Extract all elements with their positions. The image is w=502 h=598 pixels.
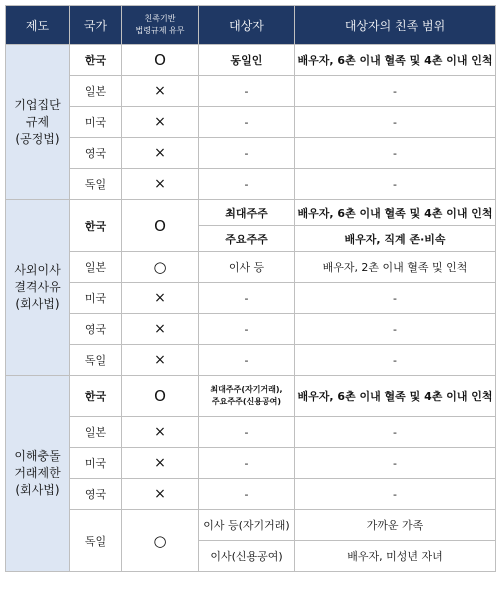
table-row: [6, 479, 496, 510]
rule-mark: ×: [122, 479, 199, 510]
country-cell: 미국: [70, 448, 122, 479]
country-cell: 일본: [70, 76, 122, 107]
target-cell: -: [199, 479, 295, 510]
system-cell-group3: [6, 376, 70, 572]
table-row: [6, 107, 496, 138]
rule-mark: ○: [122, 252, 199, 283]
rule-mark: ×: [122, 283, 199, 314]
country-cell: 독일: [70, 510, 122, 572]
scope-cell: -: [295, 169, 496, 200]
system-label-group1: 기업집단 규제 (공정법): [14, 97, 61, 146]
table-row: [6, 448, 496, 479]
country-cell: 독일: [70, 345, 122, 376]
table-row: [6, 283, 496, 314]
scope-cell: -: [295, 448, 496, 479]
rule-mark: ×: [122, 314, 199, 345]
system-label-group3: 이해충돌 거래제한 (회사법): [14, 449, 61, 497]
scope-cell: -: [295, 76, 496, 107]
rule-mark: O: [122, 45, 199, 76]
system-cell-group1: [6, 45, 70, 200]
scope-cell: 배우자, 미성년 자녀: [295, 541, 496, 572]
scope-cell: 배우자, 6촌 이내 혈족 및 4촌 이내 인척: [295, 376, 496, 417]
country-cell: 미국: [70, 107, 122, 138]
rule-mark: O: [122, 200, 199, 252]
country-cell: 일본: [70, 417, 122, 448]
rule-mark: ×: [122, 169, 199, 200]
country-cell: 영국: [70, 314, 122, 345]
table-row: [6, 76, 496, 107]
header-row: [6, 6, 496, 45]
rule-mark: O: [122, 376, 199, 417]
scope-cell: -: [295, 107, 496, 138]
kinship-regulation-table: [5, 5, 496, 572]
header-kinship-rule-text: 친족기반 법령규제 유무: [135, 14, 185, 35]
scope-cell: -: [295, 345, 496, 376]
country-cell: 일본: [70, 252, 122, 283]
country-cell: 영국: [70, 479, 122, 510]
target-cell: 동일인: [199, 45, 295, 76]
system-cell-group2: [6, 200, 70, 376]
rule-mark: ×: [122, 417, 199, 448]
table-row: [6, 510, 496, 541]
target-cell: -: [199, 283, 295, 314]
target-cell: -: [199, 345, 295, 376]
rule-mark: ×: [122, 138, 199, 169]
table-row: [6, 200, 496, 226]
target-cell: -: [199, 417, 295, 448]
target-cell: -: [199, 138, 295, 169]
country-cell: 한국: [70, 45, 122, 76]
header-system: 제도: [6, 6, 70, 45]
country-cell: 미국: [70, 283, 122, 314]
country-cell: 한국: [70, 200, 122, 252]
rule-mark: ○: [122, 510, 199, 572]
target-cell-text: 최대주주(자기거래), 주요주주(신용공여): [210, 385, 283, 406]
target-cell: -: [199, 107, 295, 138]
scope-cell: -: [295, 479, 496, 510]
header-kinship-rule: [122, 6, 199, 45]
target-cell: -: [199, 314, 295, 345]
header-country: 국가: [70, 6, 122, 45]
target-cell: 주요주주: [199, 226, 295, 252]
target-cell: 최대주주: [199, 200, 295, 226]
rule-mark: ×: [122, 345, 199, 376]
system-label-group2: 사외이사 결격사유 (회사법): [14, 263, 61, 311]
header-scope: 대상자의 친족 범위: [295, 6, 496, 45]
table-row: [6, 314, 496, 345]
country-cell: 한국: [70, 376, 122, 417]
country-cell: 영국: [70, 138, 122, 169]
target-cell: -: [199, 448, 295, 479]
rule-mark: ×: [122, 107, 199, 138]
scope-cell: -: [295, 283, 496, 314]
scope-cell: 배우자, 2촌 이내 혈족 및 인척: [295, 252, 496, 283]
target-cell: 이사(신용공여): [199, 541, 295, 572]
table-row: [6, 345, 496, 376]
target-cell: -: [199, 169, 295, 200]
table-row: [6, 376, 496, 417]
scope-cell: 배우자, 6촌 이내 혈족 및 4촌 이내 인척: [295, 200, 496, 226]
scope-cell: 배우자, 6촌 이내 혈족 및 4촌 이내 인척: [295, 45, 496, 76]
target-cell: 이사 등: [199, 252, 295, 283]
table-row: [6, 45, 496, 76]
scope-cell: -: [295, 314, 496, 345]
table-row: [6, 169, 496, 200]
scope-cell: 배우자, 직계 존·비속: [295, 226, 496, 252]
scope-cell: 가까운 가족: [295, 510, 496, 541]
table-row: [6, 252, 496, 283]
target-cell: -: [199, 76, 295, 107]
table-row: [6, 138, 496, 169]
table-row: [6, 417, 496, 448]
target-cell: [199, 376, 295, 417]
target-cell: 이사 등(자기거래): [199, 510, 295, 541]
scope-cell: -: [295, 417, 496, 448]
country-cell: 독일: [70, 169, 122, 200]
scope-cell: -: [295, 138, 496, 169]
kinship-regulation-table-container: [5, 5, 495, 572]
rule-mark: ×: [122, 76, 199, 107]
rule-mark: ×: [122, 448, 199, 479]
header-target: 대상자: [199, 6, 295, 45]
